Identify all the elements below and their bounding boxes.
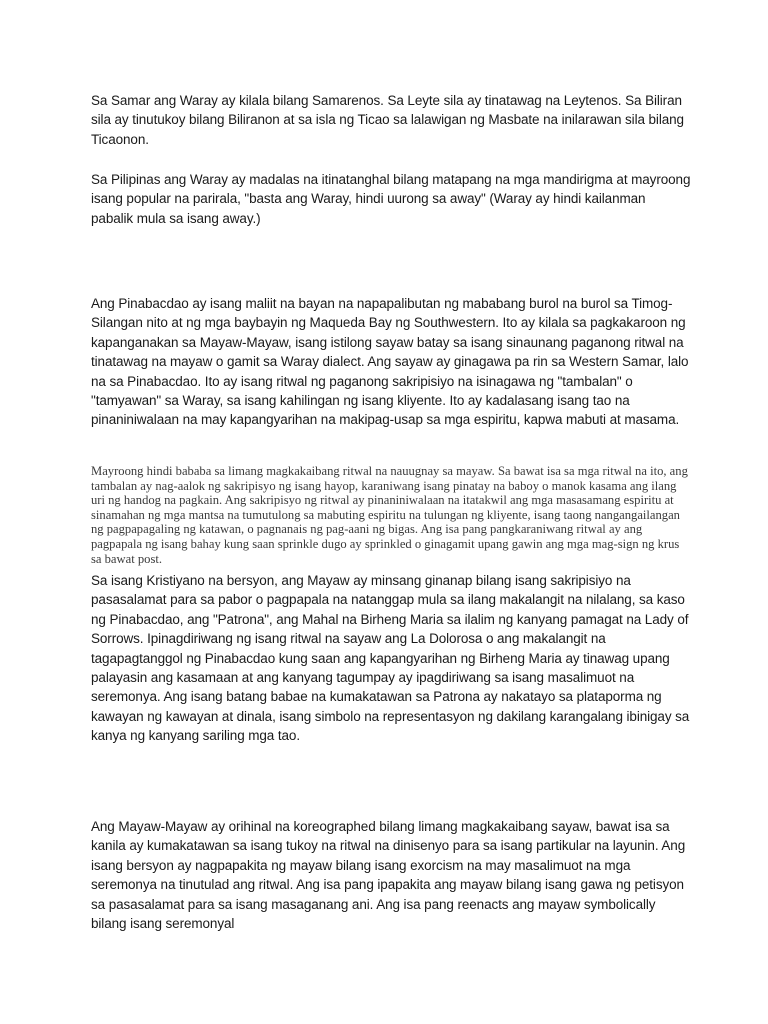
- paragraph-mayaw-rituals: Mayroong hindi bababa sa limang magkakaibang ritwal na nauugnay sa mayaw. Sa bawat isa sa mga ritwal na ito, ang tambalan ay nag-aalok ng sakripisyo ng isang hayop, karaniwang isang pinatay na baboy o manok kasama ang ilang uri ng handog na pagkain. Ang sakripisyo ng ritwal ay pinaniniwalaan na itatakwil ang mga masasamang espiritu at sinamahan ng mga mantsa na tumutulong sa mabuting espiritu na tulungan ng kliyente, isang taong nangangailangan ng pagpapagaling ng katawan, o pagnanais ng pag-aani ng bigas. Ang isa pang pangkaraniwang ritwal ay ang pagpapala ng isang bahay kung saan sprinkle dugo ay sprinkled o ginagamit upang gawin ang mga mag-sign ng krus sa bawat post.: [91, 464, 688, 566]
- paragraph-waray-warriors: Sa Pilipinas ang Waray ay madalas na itinatanghal bilang matapang na mga mandirigma at mayroong isang popular na parirala, "basta ang Waray, hindi uurong sa away" (Waray ay hindi kailanman pabalik mula sa isang away.): [91, 172, 691, 226]
- paragraph-pinabacdao: Ang Pinabacdao ay isang maliit na bayan na napapalibutan ng mababang burol na burol sa Timog-Silangan nito at ng mga baybayin ng Maqueda Bay ng Southwestern. Ito ay kilala sa pagkakaroon ng kapanganakan sa Mayaw-Mayaw, isang istilong sayaw batay sa isang sinaunang paganong ritwal na tinatawag na mayaw o gamit sa Waray dialect. Ang sayaw ay ginagawa pa rin sa Western Samar, lalo na sa Pinabacdao. Ito ay isang ritwal ng paganong sakripisiyo na isinagawa ng "tambalan" o "tamyawan" sa Waray, sa isang kahilingan ng isang kliyente. Ito ay kadalasang isang tao na pinaniniwalaan na may kapangyarihan na makipag-usap sa mga espiritu, kapwa mabuti at masama.: [91, 296, 689, 428]
- paragraph-mayaw-dances: Ang Mayaw-Mayaw ay orihinal na koreographed bilang limang magkakaibang sayaw, bawat isa sa kanila ay kumakatawan sa isang tukoy na ritwal na dinisenyo para sa isang partikular na layunin. Ang isang bersyon ay nagpapakita ng mayaw bilang isang exorcism na may masalimuot na mga seremonya na tinutulad ang ritwal. Ang isa pang ipapakita ang mayaw bilang isang gawa ng petisyon sa pasasalamat para sa isang masaganang ani. Ang isa pang reenacts ang mayaw symbolically bilang isang seremonyal: [91, 819, 686, 932]
- paragraph-samar-names: Sa Samar ang Waray ay kilala bilang Samarenos. Sa Leyte sila ay tinatawag na Leytenos. Sa Biliran sila ay tinutukoy bilang Biliranon at sa isla ng Ticao sa lalawigan ng Masbate na inilarawan sila bilang Ticaonon.: [91, 93, 684, 147]
- paragraph-christian-version: Sa isang Kristiyano na bersyon, ang Mayaw ay minsang ginanap bilang isang sakripisiyo na pasasalamat para sa pabor o pagpapala na natanggap mula sa ilang makalangit na nilalang, sa kaso ng Pinabacdao, ang "Patrona", ang Mahal na Birheng Maria sa ilalim ng kanyang pamagat na Lady of Sorrows. Ipinagdiriwang ng isang ritwal na sayaw ang La Dolorosa o ang makalangit na tagapagtanggol ng Pinabacdao kung saan ang kapangyarihan ng Birheng Maria ay tinawag upang palayasin ang kasamaan at ang kanyang tagumpay ay ipagdiriwang sa isang masalimuot na seremonya. Ang isang batang babae na kumakatawan sa Patrona ay nakatayo sa plataporma ng kawayan ng kawayan at dinala, isang simbolo na representasyon ng dakilang karangalang ibinigay sa kanya ng kanyang sariling mga tao.: [91, 573, 690, 744]
